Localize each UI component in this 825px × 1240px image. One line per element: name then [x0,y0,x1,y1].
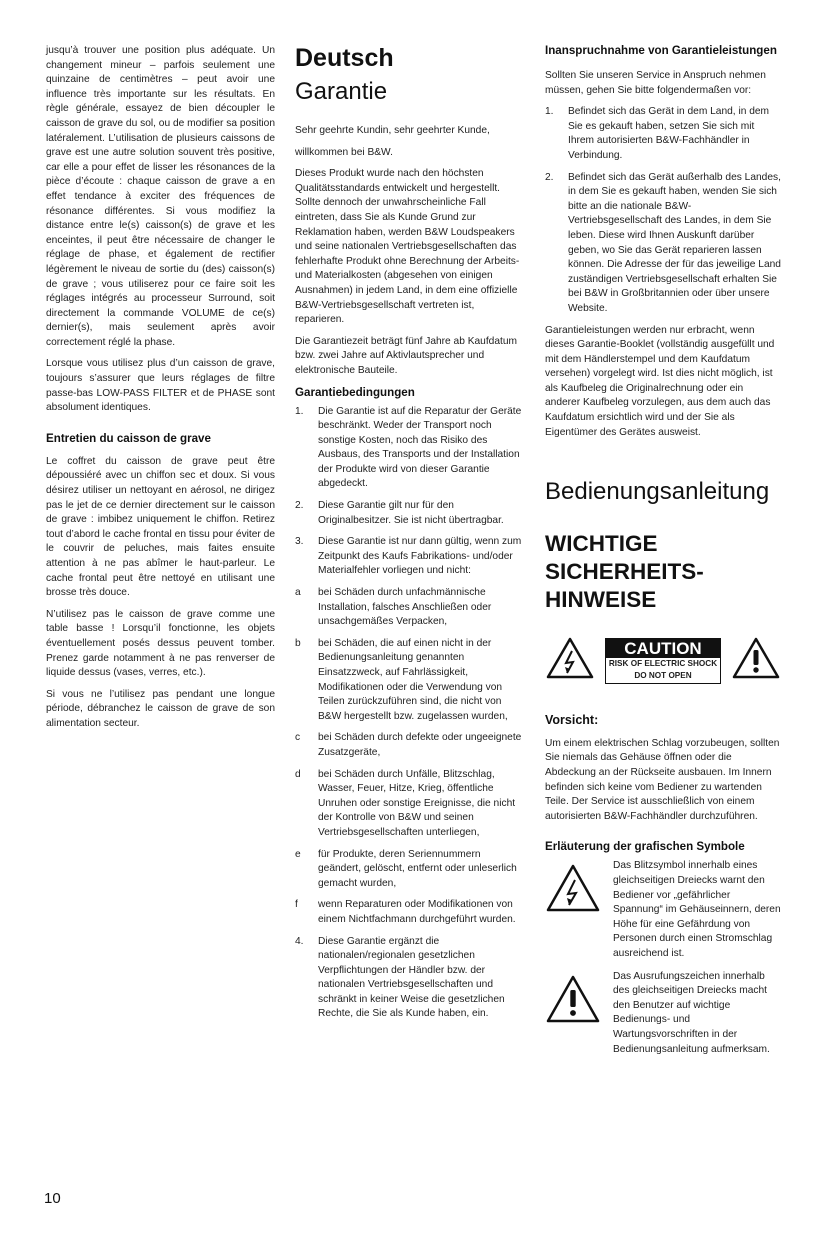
list-item [295,637,524,725]
paragraph: Die Garantiezeit beträgt fünf Jahre ab Kaufdatum bzw. zwei Jahre auf Aktivlautsprecher und elektronische Bauteile. [295,335,517,376]
list-marker: f [295,899,298,911]
paragraph: Um einem elektrischen Schlag vorzubeugen, sollten Sie niemals das Gehäuse öffnen oder die Abdeckung an der Rückseite ausbauen. Im Innern befinden sich keine vom Bediener zu wartenden Teile. Der Service ist ausschließlich von einem autorisierten B&W-Fachhändler durchzuführen. [545,737,780,822]
lightning-triangle-icon [545,859,601,961]
paragraph: Sollten Sie unseren Service in Anspruch nehmen müssen, gehen Sie bitte folgendermaßen vor: [545,70,766,96]
list-marker: a [295,587,301,599]
list-text: Diese Garantie ergänzt die nationalen/regionalen gesetzlichen Verpflichtungen der Händler bzw. der nationalen Vertriebsgesellschaften und schränkt in keiner Weise die gesetzlichen Rechte, die Sie als Kunde haben, ein. [318,935,505,1020]
list-text: Diese Garantie gilt nur für den Originalbesitzer. Sie ist nicht übertragbar. [318,500,504,526]
list-marker: 1. [545,106,554,118]
list-item [295,898,524,927]
safety-title: WICHTIGE SICHERHEITS-HINWEISE [545,531,704,613]
symbol-text: Das Blitzsymbol innerhalb eines gleichseitigen Dreiecks warnt den Bediener vor „gefährlicher Spannung“ im Gehäuseinnern, deren Höhe für eine Gefährdung von Personen durch einen Stromschlag ausreichend ist. [613,860,781,959]
exclamation-triangle-icon [545,970,601,1058]
list-text: Befindet sich das Gerät außerhalb des Landes, in dem Sie es gekauft haben, wenden Sie sich bitte an die nationale B&W-Vertriebsgesellschaft des Landes, in dem Sie leben. Diese wird Ihnen Auskunft darüber geben, wo Sie das Gerät reparieren lassen können. Die Adresse der für das jeweilige Land zuständigen Vertriebsgesellschaft erhalten Sie bei B&W in Großbritannien oder über unsere Website. [568,171,781,314]
column-service [545,44,781,1065]
list-item [295,586,524,630]
section-heading: Inanspruchnahme von Garantieleistungen [545,44,777,57]
paragraph: Le coffret du caisson de grave peut être dépoussiéré avec un chiffon sec et doux. Si vous désirez utiliser un nettoyant en aérosol, ne dirigez pas le jet de ce dernier directement sur le caisson de grave : imbibez uniquement le chiffon. Retirez tout d’abord le cache frontal en tissu pour éviter de le couvrir de peluches, mais faites ensuite attention à ne pas abîmer le haut-parleur. Le cache frontal peut être nettoyé en utilisant une brosse très douce. [46,455,275,599]
list-item [295,848,524,892]
list-marker: 4. [295,935,304,947]
list-marker: b [295,637,301,649]
list-item [295,768,524,841]
paragraph: Garantieleistungen werden nur erbracht, wenn dieses Garantie-Booklet (vollständig ausgefüllt und mit dem Händlerstempel und dem Kaufdatum versehen) vorgelegt wird. Ist dies nicht möglich, ist als Kaufbeleg die Originalrechnung oder ein anderer Kaufbeleg vorzulegen, aus dem auch das Kaufdatum ersichtlich wird und der Sie als Eigentümer des Gerätes ausweist. [545,324,775,438]
list-marker: 2. [295,500,304,512]
list-text: Befindet sich das Gerät in dem Land, in dem Sie es gekauft haben, setzen Sie sich mit Ihrem autorisierten B&W-Fachhändler in Verbindung. [568,106,770,161]
list-marker: 1. [295,405,304,417]
list-text: wenn Reparaturen oder Modifikationen von einem Nichtfachmann durchgeführt wurden. [318,899,516,925]
section-heading: Vorsicht: [545,712,599,727]
list-marker: e [295,848,301,860]
list-text: Diese Garantie ist nur dann gültig, wenn zum Zeitpunkt des Kaufs Fabrikations- und/oder Materialfehler vorliegen und nicht: [318,536,522,577]
symbol-explanation [545,859,781,961]
paragraph: jusqu’à trouver une position plus adéquate. Un changement mineur – parfois seulement une quinzaine de centimètres – peut avoir une influence très importante sur les résultats. En règle générale, essayez de bien découpler le caisson de grave du sol, ou de modifier sa position latéralement. L’utilisation de plusieurs caissons de grave est une autre solution souvent très positive, car elle a pour effet de lisser les résonances de la pièce d’écoute : chaque caisson de grave a en effet tendance à exciter des fréquences de résonance différentes. Si vous modifiez la distance entre le(s) caisson(s) de grave et les enceintes, il peut être nécessaire de changer le réglage de phase, et également de rectifier légèrement le niveau de sortie du (des) caisson(s) de grave ; vous utiliserez pour ce faire soit les réglages intégrés au processeur Surround, soit directement la commande VOLUME de ce(s) dernier(s), mais seulement après avoir correctement réglé la phase. [46,45,275,348]
list-text: bei Schäden durch unfachmännische Installation, falsches Anschließen oder unsachgemäßes Verpacken, [318,587,492,628]
section-heading: Erläuterung der grafischen Symbole [545,840,745,854]
caution-box [605,638,721,684]
paragraph: N’utilisez pas le caisson de grave comme une table basse ! Lorsqu’il fonctionne, les objets éventuellement posés dessus peuvent tomber. Prenez garde notamment à ne pas renverser de liquide dessus (vases, verres, etc.). [46,608,275,679]
list-marker: 3. [295,536,304,548]
lightning-triangle-icon [545,636,595,686]
caution-heading: CAUTION [606,639,720,658]
list-item [295,499,524,528]
section-heading: Entretien du caisson de grave [46,431,211,445]
symbol-text: Das Ausrufungszeichen innerhalb des gleichseitigen Dreiecks macht den Benutzer auf wichtige Bedienungs- und Wartungsvorschriften in der Bedienungsanleitung aufmerksam. [613,970,770,1055]
paragraph: Dieses Produkt wurde nach den höchsten Qualitätsstandards entwickelt und hergestellt. Sollte dennoch der unwahrscheinliche Fall eintreten, dass Sie als Kunde Grund zur Reklamation haben, werden B&W Loudspeakers und seine nationalen Vertriebsgesellschaften das fehlerhafte Produkt ohne Berechnung der Arbeits- und Materialkosten (abgesehen von einigen Ausnahmen) in jedem Land, in dem eine offizielle B&W-Vertriebsgesellschaft vertreten ist, reparieren. [295,168,520,326]
manual-title: Bedienungsanleitung [545,478,770,506]
list-item [295,731,524,760]
list-text: bei Schäden durch defekte oder ungeeignete Zusatzgeräte, [318,732,522,758]
list-marker: 2. [545,171,554,183]
list-text: Die Garantie ist auf die Reparatur der Geräte beschränkt. Weder der Transport noch sonstige Kosten, noch das Risiko des Ausbaus, des Transports und der Installation der Produkte wird von dieser Garantie abgedeckt. [318,405,522,490]
list-text: für Produkte, deren Seriennummern geändert, gelöscht, entfernt oder unleserlich gemacht wurden, [318,848,517,889]
language-title: Deutsch [295,44,394,72]
list-marker: c [295,732,301,744]
page-number: 10 [44,1190,61,1207]
list-item [545,105,781,163]
page-title: Garantie [295,78,388,105]
list-text: bei Schäden, die auf einen nicht in der Bedienungsanleitung genannten Einsatzzweck, auf Fahrlässigkeit, Modifikationen oder die Verwendung von Teilen zurückzuführen sind, die nicht von B&W hergestellt bzw. zugelassen wurden, [318,637,508,722]
list-item [295,535,524,579]
list-marker: d [295,768,301,780]
list-item [295,935,524,1023]
list-item [295,405,524,493]
paragraph: Lorsque vous utilisez plus d’un caisson de grave, toujours s’assurer que leurs réglages de filtre passe-bas LOW-PASS FILTER et de PHASE sont absolument identiques. [46,358,275,414]
list-item [545,171,781,317]
column-garantie [295,44,524,1029]
paragraph: Si vous ne l’utilisez pas pendant une longue période, débranchez le caisson de grave de son alimentation secteur. [46,688,275,729]
exclamation-triangle-icon [731,636,781,686]
paragraph: Sehr geehrte Kundin, sehr geehrter Kunde, [295,125,490,136]
caution-line: RISK OF ELECTRIC SHOCK [608,659,718,669]
caution-line: DO NOT OPEN [634,671,692,681]
column-french [46,44,275,739]
paragraph: willkommen bei B&W. [295,146,393,158]
caution-label [545,636,781,686]
section-heading: Garantiebedingungen [295,385,415,399]
symbol-explanation [545,970,781,1058]
list-text: bei Schäden durch Unfälle, Blitzschlag, Wasser, Feuer, Hitze, Krieg, öffentliche Unruhen oder sonstige Ereignisse, die nicht der Kontrolle von B&W und seinen Vertriebsgesellschaften unterliegen, [318,768,516,838]
